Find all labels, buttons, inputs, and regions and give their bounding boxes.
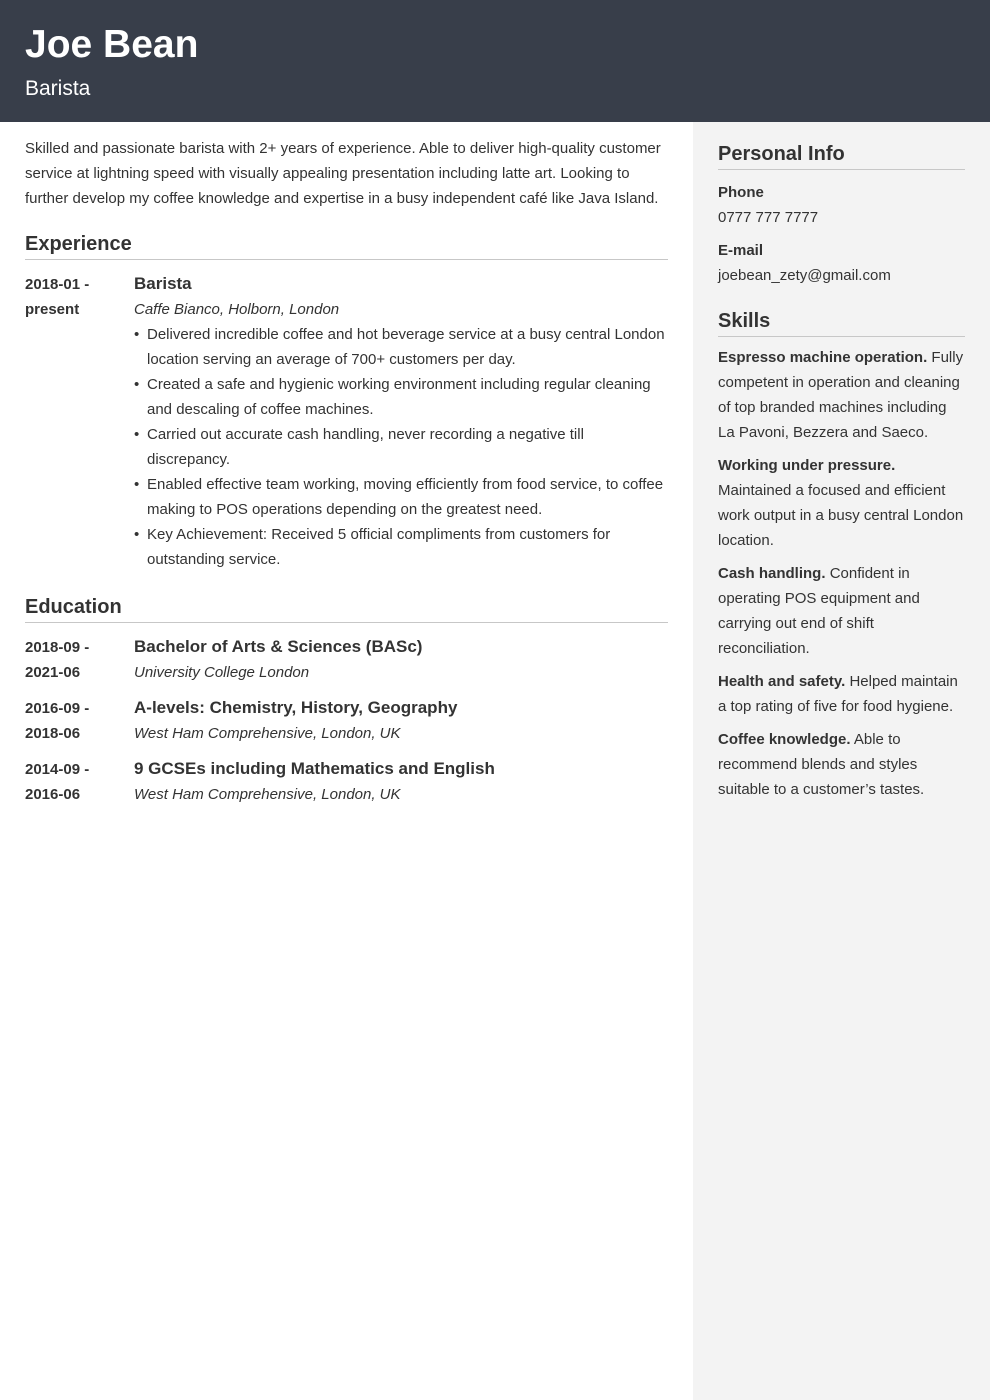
skill-name: Working under pressure. — [718, 457, 896, 474]
date-start: 2016-09 - — [25, 700, 90, 717]
skill-item — [718, 727, 965, 802]
education-heading: Education — [25, 594, 668, 623]
experience-heading: Experience — [25, 231, 668, 260]
job-title: Barista — [134, 274, 192, 293]
entry-body — [134, 635, 668, 685]
date-start: 2014-09 - — [25, 761, 90, 778]
candidate-role: Barista — [25, 77, 91, 100]
skill-name: Coffee knowledge. — [718, 731, 851, 748]
candidate-name: Joe Bean — [25, 23, 199, 66]
entry-dates — [25, 272, 134, 572]
list-item: • Enabled effective team working, moving efficiently from food service, to coffee making to POS operations depending on the greatest need. — [134, 472, 668, 522]
education-entry — [25, 696, 668, 746]
list-item: • Delivered incredible coffee and hot beverage service at a busy central London location serving an average of 700+ customers per day. — [134, 322, 668, 372]
date-start: 2018-09 - — [25, 639, 90, 656]
skill-description: Fully competent in operation and cleaning of top branded machines including La Pavoni, Bezzera and Saeco. — [718, 349, 964, 441]
list-item: • Key Achievement: Received 5 official compliments from customers for outstanding service. — [134, 522, 668, 572]
education-entry — [25, 757, 668, 807]
experience-section — [25, 231, 668, 572]
sidebar-content — [718, 141, 965, 802]
phone-value: 0777 777 7777 — [718, 209, 819, 226]
skill-description: Confident in operating POS equipment and carrying out end of shift reconciliation. — [718, 565, 920, 657]
skills-section — [718, 308, 965, 802]
main-column — [25, 122, 668, 807]
date-end: present — [25, 301, 80, 318]
skill-description: Able to recommend blends and styles suitable to a customer’s tastes. — [718, 731, 925, 798]
skill-item — [718, 561, 965, 661]
skill-name: Health and safety. — [718, 673, 846, 690]
skill-name: Espresso machine operation. — [718, 349, 928, 366]
skills-heading: Skills — [718, 308, 965, 337]
entry-body — [134, 272, 668, 572]
education-section — [25, 594, 668, 807]
date-end: 2021-06 — [25, 664, 81, 681]
personal-info-heading: Personal Info — [718, 141, 965, 170]
degree-title: Bachelor of Arts & Sciences (BASc) — [134, 637, 423, 656]
entry-dates — [25, 696, 134, 746]
skill-item — [718, 453, 965, 553]
institution: West Ham Comprehensive, London, UK — [134, 725, 401, 742]
degree-title: A-levels: Chemistry, History, Geography — [134, 698, 458, 717]
entry-dates — [25, 757, 134, 807]
education-entry — [25, 635, 668, 685]
skill-description: Maintained a focused and efficient work output in a busy central London location. — [718, 482, 964, 549]
date-start: 2018-01 - — [25, 276, 90, 293]
email-value: joebean_zety@gmail.com — [718, 267, 891, 284]
date-end: 2018-06 — [25, 725, 81, 742]
sidebar — [693, 122, 990, 1400]
profile-summary: Skilled and passionate barista with 2+ years of experience. Able to deliver high-quality customer service at lightning speed with visually appealing presentation including latte art. Looking to further develop my coffee knowledge and expertise in a busy independent café like Java Island. — [25, 140, 661, 207]
email-label: E-mail — [718, 242, 764, 259]
responsibility-list — [134, 322, 668, 572]
skill-item — [718, 669, 965, 719]
skill-description: Helped maintain a top rating of five for food hygiene. — [718, 673, 958, 715]
experience-entry — [25, 272, 668, 572]
phone-label: Phone — [718, 184, 764, 201]
institution: West Ham Comprehensive, London, UK — [134, 786, 401, 803]
entry-dates — [25, 635, 134, 685]
entry-body — [134, 696, 668, 746]
skill-item — [718, 345, 965, 445]
employer: Caffe Bianco, Holborn, London — [134, 301, 340, 318]
resume-header — [0, 0, 990, 122]
skill-name: Cash handling. — [718, 565, 826, 582]
email-block — [718, 238, 965, 288]
phone-block — [718, 180, 965, 230]
entry-body — [134, 757, 668, 807]
personal-info-section — [718, 141, 965, 288]
degree-title: 9 GCSEs including Mathematics and English — [134, 759, 495, 778]
list-item: • Created a safe and hygienic working environment including regular cleaning and descaling of coffee machines. — [134, 372, 668, 422]
institution: University College London — [134, 664, 310, 681]
list-item: • Carried out accurate cash handling, never recording a negative till discrepancy. — [134, 422, 668, 472]
date-end: 2016-06 — [25, 786, 81, 803]
